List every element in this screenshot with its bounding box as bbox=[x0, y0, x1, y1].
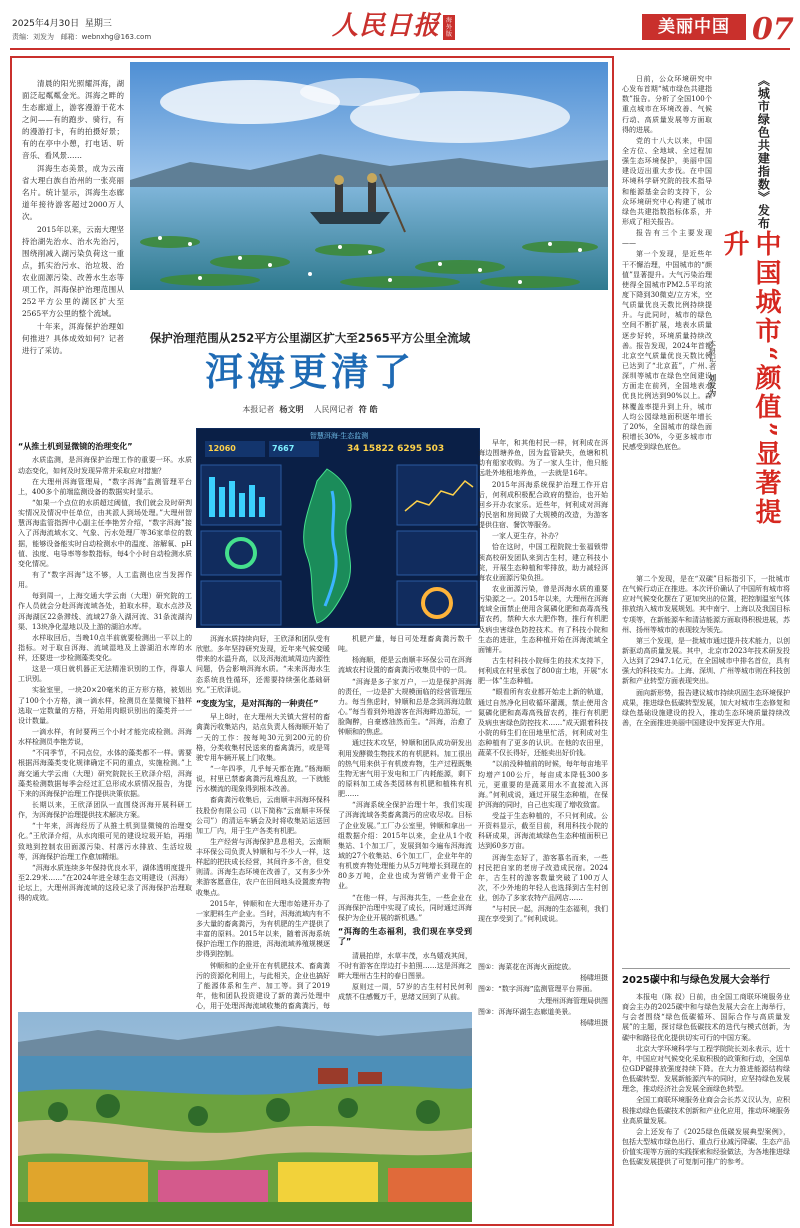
headline-title: 洱海更清了 bbox=[204, 349, 415, 394]
dashboard-stat: 7667 bbox=[269, 441, 319, 457]
news-heading: 2025碳中和与绿色发展大会举行 bbox=[622, 975, 770, 986]
intro-para: 清晨的阳光照耀洱海，湖面泛起粼粼金光。洱海之畔的生态廊道上，游客漫游于花木之间——有的跑步、骑行，有的漫游打卡，有的拍摄好景；有的在亭中小憩，打电话、听音乐、看风景…… bbox=[22, 79, 124, 160]
section-heading: “变废为宝，是对洱海的一种责任” bbox=[196, 698, 319, 708]
page-number: 07 bbox=[752, 12, 794, 47]
intro-para: 洱海生态美景，成为云南省大理白族自治州的一张亮丽名片。统计显示，洱海生态廊道年接待游客超过2000万人次。 bbox=[22, 164, 124, 221]
section-heading: “从推土机到显微镜的治理变化” bbox=[18, 442, 133, 451]
hero-photo-lake bbox=[130, 62, 608, 290]
article-col-3: 机肥产量，每日可处理畜禽粪污数千吨。 杨海顺，便是云南顺丰环保公司在洱海流域农村设置的畜禽粪污收集员中的一员。 “洱海是多子家万户，一边是保护洱海的责任，一边是扩大规模面临的经营管理压力。每当焦虑时，钟顺和总是念到洱海边散心。”每当看到外地游客在洱海畔边游玩，一脸陶醉，自豪感油然而生。“洱海，治愈了钟顺和的焦虑。 通过技术攻坚，钟顺和团队成功研发出利用发酵微生物技术的有机肥料。加工很出的热气用来供于有机废弃物，生产过程既集生物无害气用于发电和工厂内耗能源，剩下的原料加工成各类园林有机肥和植株有机肥…… “洱海系统全保护治理十年，我们实现了洱海流域各类畜禽粪污的应收尽收。目标了企业发展。”工厂办公室里，钟顺和拿出一组数据介绍：2015年以来，企业从1个收集站、1个加工厂，发展到如今遍布洱海流域的27个收集站、6个加工厂，企业年年的有机废弃物处理能力从5万吨增长到现在的80多万吨，企业也成为营销产业骨干企业。 “在他一样，与洱海共生，一些企业在洱海保护治理中实现了成长，同时通过洱海保护为企业开展的新机遇。” “洱海的生态福利，我们现在享受到了” 清晨拍岸，水草丰茂，水鸟嬉戏其间，不时有游客在岸边打卡拍照……这是洱海之畔大理州古生村的春日图景。 原则过一周，57岁的古生村村民何利成禁不住感慨万千，思绪又回到了从前。 bbox=[338, 635, 472, 1002]
side-article-byline: 本报记者刘发为 bbox=[707, 340, 717, 397]
dashboard-stat: 34 15822 6295 503 bbox=[347, 444, 445, 454]
side-article-title: 中国城市“颜值”显著提升 bbox=[719, 230, 781, 527]
dashboard-title: 智慧洱海·生态监测 bbox=[309, 432, 369, 440]
photo-captions: 图①：海菜花在洱海火面绽放。 杨啸坦摄 图②：“数字洱海”监测管理平台界面。 大理州洱海管理局供图 图③：洱海环湖生态廊道美景。 杨啸坦摄 bbox=[478, 963, 608, 1027]
dashboard-photo bbox=[196, 428, 480, 628]
article-col-1: “从推土机到显微镜的治理变化” 水质监测，是洱海保护治理工作的重要一环。水质动态变化，如何及时发现异常并采取应对措施？ 在大理州洱海管理局，“数字洱海”监测管理平台上，400多个前端监测设备的数据实时显示。 “如果一个点位的水质超过阈值，我们就会及时研判实情况及情况中任单位，由其派人到场处理。”大理州智慧洱海监管指挥中心副主任李艳芳介绍，“数字洱海”接入了洱海流域水文、气象、污水处理厂等36家单位的数据，能够设备能实时自动检测水中的温度、溶解氧、pH值、浊度、电导率等参数指标，每4个小时自动检测水质变化情况。 有了“数字洱海”这不够，人工监测也应当发挥作用。 每到周一，上海交通大学云南（大理）研究院的工作人员就会分赴洱海流域各处，拍取水样，取水点涉及洱海湖区22条滞线、流域27条入湖河流、31条流湖沟渠、13块净化湿地以及上游的湖泊水库。 水样取回后，当晚10点半前就要检测出一平以上的指标。对于取自洱海、流域湿地及上游湖泊水库的水样，还要进一步检测藻类变化。 这是一项日就机器正无法精准识别的工作，得靠人工识别。 实验室里，一块20×20毫米的正方形方格，被划出了100个小方格，滴一滴水样，检测员在显微镜下抽样选取一定数量的方格，开始用肉眼识别出的藻类并一一设计数量。 一滴水样，有时要两三个小时才能完成检测。洱海水样检测员李艳芳说， “不同季节，不同点位，水体的藻类都不一样。需要根据洱海藻类变化规律确定不同的重点，实施检测。”上海交通大学云南（大理）研究院院长王欣泽介绍，洱海藻类检测数据每季会经过汇总形成水质情况报告，为提下来的洱海保护治理工作提供决策依据。 长期以来，王欣泽团队一直围绕洱海开展科研工作，为洱海保护治理提供技术解决方案。 “十年来，洱海经历了从推土机到显微镜的治理变化。”王欣泽介绍，从水肉眼可见的建设垃圾开始，再细致地到控制农田面源污染、村落污水排放、生活垃圾等，洱海保护治理工作愈加精细。 “洱海水质连续多年保持优良水平，湖体透明度提升至2.29米……”在2024年进全球生态文明建设（洱海）论坛上，大理州洱海流域的这段记录了洱海保护治理取得的成效。 bbox=[18, 442, 192, 903]
article-col-2: 洱海水质持续向好，王欣泽和团队受有欣慰。多年坚持研究发现，近年来气候变暖带来的水温升高，以及洱海流域周边内源性问题，仍会影响洱海水质。“未来洱海水生态系统良性循环，还需要持续强化基础研究。”王欣泽说。 “变废为宝，是对洱海的一种责任” 早上8时，在大理州大关镇大营村的畜禽粪污收集站内，站点负责人杨海顺开始了一天的工作：按每吨30元到200元的价格，分类收集村民送来的畜禽粪污，或是驾驶专用车辆开展上门收集。 “一年四季，几乎每天都在跑。”杨海顺说，村里已禁畜禽粪污乱堆乱放，一下就能污水横流的现象得到根本改善。 畜禽粪污收集后，云南顺丰洱海环保科技股份有限公司（以下简称“云南顺丰环保公司”）的清运车辆会及时将收集站运送回加工厂内，用于生产各类有机肥。 生产经营与洱海保护息息相关，云南顺丰环保公司负责人钟顺和与不少人一样，这样起的把扶成长经营，其间许多不舍，但变则清。洱海生态环境在改善了，又有多少外来游客愿意住，农户在田间地头设置废弃物收集点。 2015年，钟顺和在大理市始建开办了一家肥料生产企业。当时，洱海流域内有不多大量的畜禽粪污，为有机肥的生产提供了丰富的原料。2015年以来，随着洱海系统保护治理工作的推进，洱海流域养殖规模逐步得到控制。 钟顺和的企业开在有机肥技术、畜禽粪污的资源化利用上，与此相关，企业也搞好了能源体系和生产、加工等。到了2019年，他和团队投资建设了新的粪污处理中心，用于处理洱海流域收集的畜禽粪污，每 bbox=[196, 635, 330, 1011]
side-divider bbox=[622, 968, 790, 969]
article-col-4: 早年，和其他村民一样，何利成在洱海边围塘养鱼，因为监管缺失，鱼塘和机动有船家收购。为了一家人生计，他只能远赴外地租地养鱼，一去就是16年。 2015年洱海系统保护治理工作开启后，何利成积极配合政府的整治，也开始回乡开办农家乐。近些年，何利成对洱海的民宿和房间做了大规模的改造，为游客提供住宿、餐饮等服务。 一家人更生存，补办？ 恰在这时，中国工程院院士张福锁带领高校研发团队来到古生村，建立科技小院，开展生态种植和零排放，助力减轻洱海农业面源污染负担。 农业面源污染，曾是洱海水质的重要污染源之一。2015年以来，大理州在洱海流域全面禁止使用含氮磷化肥和高毒高残留农药，禁种大水大肥作物，推行有机肥及病虫害绿色防控技术。有了科技小院和生态的进驻，生态种植开始在洱海流域全面铺开。 古生村科技小院师生的技术支持下，何利成在村里承包了800亩土地，开展“水肥一体”生态种植。 “眼看所有农业都开始走上新的轨道，通过自然净化回收循环灌溉，禁止使用含氮磷化肥和高毒高残留农药，推行有机肥及病虫害绿色防控技术……”成天跟着科技小院的师生们在田地里忙活，何利成对生态种植有了更多的认识。在他的农田里，蔬菜不仅长得好，还能卖出好价钱。 “以前没种植前的时候，每年每亩地平均增产100公斤，每亩成本降低300多元，更重要的是蔬菜用水不直接流入洱海。”何利成说，通过开展生态种植，在保护洱海的同时，自己也实现了增收致富。 受益于生态种植的，不只何利成。公开资料显示，截至目前，利用科技小院的科研成果，洱海流域绿色生态种植面积已达到60多万亩。 洱海生态好了，游客慕名而来，一些村民把自家的老房子改造成民宿。2024年，古生村的游客数量突破了100万人次，不少外地的年轻人也选择到古生村创业，创办了多家农特产品网店…… “与村民一起，洱海的生态福利，我们现在享受到了。”何利成说。 bbox=[478, 439, 608, 924]
headline-kicker: 保护治理范围从252平方公里湖区扩大至2565平方公里全流域 bbox=[149, 331, 471, 345]
headline-byline: 本报记者 杨文明 人民网记者 符 皓 bbox=[242, 405, 378, 414]
intro-text bbox=[22, 78, 124, 355]
corridor-photo-graphic bbox=[18, 1012, 472, 1222]
side-article-col-b: 第二个发现，是在“双碳”目标指引下，一批城市在气候行动正在推进。本次评价确认了中国所有城市将应对气候变化摆在了更加突出的位置，把控制温室气体排放纳入城市发展规划。其中南宁、上海以及我国目标专项等，在新能源车和清洁能源方面取得积极进展，苏州、扬州等城市的表现较为领先。 第三个发现，是一批城市通过提升技术能力，以创新驱动高质量发展。其中，北京市2023年技术研发投入达到了2947.1亿元，在全国城市中排名首位，具有强大的科技实力。上海、深圳、广州等城市则在科技创新和产业转型方面表现突出。 面向新形势，报告建议城市持续巩固生态环境保护成果，推进绿色低碳转型发展，加大对城市生态修复和绿色基础设施建设的投入，推动生态环境质量持续改善，在全面推进美丽中国建设中发挥更大作用。 bbox=[622, 575, 790, 727]
dashboard-map-graphic bbox=[197, 461, 481, 629]
section-badge: 美丽中国 bbox=[642, 14, 746, 40]
lake-photo-graphic bbox=[130, 62, 608, 290]
intro-para: 2015年以来，云南大理坚持治湖先治水、治水先治污，围绕削减入湖污染负荷这一重点，抓实治污水、治垃圾、治农业面源污染、改善水生态等项工作，洱海保护治理范围从252平方公里的湖区扩大至2565平方公里的整个流域。 bbox=[22, 225, 124, 318]
section-heading: “洱海的生态福利，我们现在享受到了” bbox=[338, 926, 472, 947]
header-editor: 责编：刘发为 邮箱：webnxhg@163.com bbox=[12, 33, 152, 41]
header-date: 2025年4月30日 星期三 bbox=[12, 19, 112, 29]
paper-name: 人民日报 bbox=[332, 11, 441, 42]
side-article-col-a: 日前，公众环境研究中心发布首期“城市绿色共建指数”报告。分析了全国100个重点城市在环境改善、气候行动、高质量发展等方面取得的进展。 党的十八大以来，中国全方位、全地域、全过程加强生态环境保护，美丽中国建设迈出重大步伐。在中国环境科学研究院的技术指导和能源基金会的支持下，公众环境研究中心构建了城市绿色共建指数指标体系，并形成了相关报告。 报告有三个主要发现—— 第一个发现，是近些年干不懈治理，中国城市的“颜值”显著提升。大气污染治理使得全国城市PM2.5平均浓度下降到30微克/立方米，空气质量优良天数比例持续提升。与此同时，城市的绿色空间不断扩展，地表水质量逐步好转，环境质量持续改善。报告发现，2024年首都北京空气质量优良天数比例已达到了“北京蓝”，广州、深圳等城市在绿色空间建设方面走在前列，全国地表水优良比例达到90%以上。森林覆盖率提升到上升，城市人均公园绿地面积逐年增长了20%，全国城市的绿色面积增长30%，今更多城市市民感受到绿色底色。 bbox=[622, 75, 712, 452]
corridor-photo bbox=[18, 1012, 472, 1222]
paper-edition-badge: 海外版 bbox=[443, 15, 455, 40]
news-brief: 本报电（陈 叔）日前，由全国工商联环境服务业商会主办的2025碳中和与绿色发展大会在上海举行，与会者围绕“绿色低碳循环、国际合作与高质量发展”的主题，探讨绿色低碳技术的迭代与模式创新，为碳中和路径优化提供切实可行的中国方案。 北京大学环境科学与工程学院院长刘永表示，近十年，中国应对气候变化采取积极的政策和行动，全国单位GDP碳排放强度持续下降。在大力推进能源结构绿色低碳转型、发展新能源汽车的同时，应坚持绿色发展理念，推动经济社会发展全面绿色转型。 全国工商联环境服务业商会会长苏义汉认为，应积极推动绿色低碳技术创新和产业化应用，推动环境服务业高质量发展。 会上还发布了《2025绿色低碳发展典型案例》，包括大型城市绿色出行、重点行业减污降碳、生态产品价值实现等方面的实践探索和经验做法，为各地推进绿色低碳发展提供了可复制可推广的参考。 bbox=[622, 993, 790, 1167]
dashboard-stat: 12060 bbox=[205, 441, 265, 457]
header-rule bbox=[10, 48, 790, 50]
intro-para: 十年来，洱海保护治理如何推进？具体成效如何？记者进行了采访。 bbox=[22, 322, 124, 355]
masthead-logo bbox=[332, 12, 455, 42]
side-article-subtitle: 《城市绿色共建指数》发布 bbox=[756, 74, 771, 230]
